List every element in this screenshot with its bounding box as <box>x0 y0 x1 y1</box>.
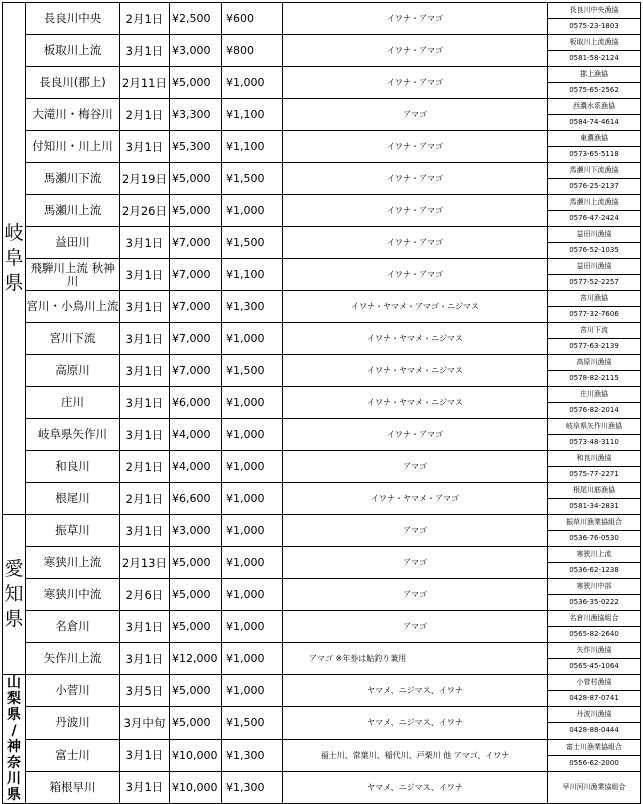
contact-cell <box>548 643 641 675</box>
river-name: 馬瀬川下流 <box>26 163 120 195</box>
association-name: 丹波川漁協 <box>548 707 640 723</box>
opening-date: 2月1日 <box>120 451 170 483</box>
table-row <box>3 35 641 67</box>
daily-fee: ¥1,500 <box>222 227 283 259</box>
prefecture-char: 県 <box>7 787 21 803</box>
table-row <box>3 739 641 771</box>
association-name: 馬瀬川上流漁協 <box>548 195 640 211</box>
river-name: 矢作川上流 <box>26 643 120 675</box>
association-name: 根尾川筋漁協 <box>548 483 640 499</box>
river-name: 板取川上流 <box>26 35 120 67</box>
contact-cell <box>548 355 641 387</box>
association-name: 庄川漁協 <box>548 387 640 403</box>
association-name: 矢作川漁協 <box>548 643 640 659</box>
contact-cell <box>548 35 641 67</box>
opening-date: 3月1日 <box>120 291 170 323</box>
table-row <box>3 195 641 227</box>
daily-fee: ¥1,000 <box>222 515 283 547</box>
prefecture-cell <box>3 515 26 675</box>
opening-date: 2月1日 <box>120 483 170 515</box>
opening-date: 3月1日 <box>120 643 170 675</box>
annual-fee: ¥7,000 <box>170 355 222 387</box>
association-name: 高原川漁協 <box>548 355 640 371</box>
daily-fee: ¥1,100 <box>222 99 283 131</box>
contact-cell <box>548 771 641 803</box>
table-row <box>3 355 641 387</box>
annual-fee: ¥5,000 <box>170 579 222 611</box>
river-name: 寒狭川中流 <box>26 579 120 611</box>
association-name: 益田川漁協 <box>548 259 640 275</box>
contact-cell <box>548 99 641 131</box>
contact-cell <box>548 387 641 419</box>
fish-species: イワナ・ヤマメ・ニジマス <box>283 355 548 387</box>
phone-number: 0536-76-0530 <box>569 534 619 542</box>
association-name: 宮川漁協 <box>548 291 640 307</box>
contact-cell <box>548 675 641 707</box>
river-name: 宮川・小鳥川上流 <box>26 291 120 323</box>
opening-date: 2月11日 <box>120 67 170 99</box>
river-name: 庄川 <box>26 387 120 419</box>
daily-fee: ¥1,000 <box>222 195 283 227</box>
contact-cell <box>548 739 641 771</box>
daily-fee: ¥1,300 <box>222 771 283 803</box>
fish-species: イワナ・ヤマメ・アマゴ <box>283 483 548 515</box>
opening-date: 2月19日 <box>120 163 170 195</box>
table-row <box>3 419 641 451</box>
river-name: 箱根早川 <box>26 771 120 803</box>
fish-species: ヤマメ、ニジマス、イワナ <box>283 707 548 739</box>
annual-fee: ¥7,000 <box>170 259 222 291</box>
fish-species: イワナ・アマゴ <box>283 3 548 35</box>
daily-fee: ¥1,500 <box>222 163 283 195</box>
association-name: 寒狭川中部 <box>548 579 640 595</box>
daily-fee: ¥1,300 <box>222 291 283 323</box>
daily-fee: ¥1,000 <box>222 611 283 643</box>
fish-species: アマゴ <box>283 579 548 611</box>
fish-species: アマゴ <box>283 611 548 643</box>
prefecture-char: 県 <box>4 272 24 294</box>
phone-number: 0428-87-0741 <box>569 694 619 703</box>
annual-fee: ¥5,000 <box>170 547 222 579</box>
table-row <box>3 131 641 163</box>
contact-cell <box>548 547 641 579</box>
daily-fee: ¥1,500 <box>222 355 283 387</box>
opening-date: 3月1日 <box>120 35 170 67</box>
opening-date: 2月26日 <box>120 195 170 227</box>
table-row <box>3 291 641 323</box>
fish-species: イワナ・アマゴ <box>283 67 548 99</box>
phone-number: 0577-63-2139 <box>569 342 619 350</box>
association-name: 岐阜県矢作川漁協 <box>548 419 640 435</box>
table-row <box>3 483 641 515</box>
table-row <box>3 611 641 643</box>
opening-date: 2月13日 <box>120 547 170 579</box>
opening-date: 3月1日 <box>120 355 170 387</box>
annual-fee: ¥3,000 <box>170 515 222 547</box>
prefecture-char: 川 <box>7 771 21 787</box>
phone-number: 0428-88-0444 <box>569 726 619 735</box>
association-name: 和良川漁協 <box>548 451 640 467</box>
river-name: 長良川(郡上) <box>26 67 120 99</box>
annual-fee: ¥7,000 <box>170 227 222 259</box>
phone-number: 0565-45-1064 <box>569 662 619 670</box>
river-name: 益田川 <box>26 227 120 259</box>
daily-fee: ¥1,100 <box>222 259 283 291</box>
annual-fee: ¥6,000 <box>170 387 222 419</box>
table-row <box>3 227 641 259</box>
prefecture-char: 知 <box>4 583 24 605</box>
annual-fee: ¥5,000 <box>170 675 222 707</box>
phone-number: 0536-62-1238 <box>569 566 619 574</box>
daily-fee: ¥1,000 <box>222 387 283 419</box>
phone-number: 0576-82-2014 <box>569 406 619 414</box>
opening-date: 3月1日 <box>120 611 170 643</box>
fish-species: アマゴ <box>283 547 548 579</box>
river-name: 長良川中央 <box>26 3 120 35</box>
phone-number: 0584-74-4614 <box>569 118 619 126</box>
river-name: 飛騨川上流 秋神川 <box>26 259 120 291</box>
association-name: 宮川下流 <box>548 323 640 339</box>
annual-fee: ¥3,000 <box>170 35 222 67</box>
daily-fee: ¥1,100 <box>222 131 283 163</box>
opening-date: 2月1日 <box>120 3 170 35</box>
prefecture-char: 県 <box>4 608 24 630</box>
phone-number: 0575-77-2271 <box>569 470 619 478</box>
river-name: 根尾川 <box>26 483 120 515</box>
phone-number: 0581-34-2831 <box>569 502 619 510</box>
opening-date: 3月1日 <box>120 739 170 771</box>
contact-cell <box>548 67 641 99</box>
table-row <box>3 515 641 547</box>
fish-species: イワナ・アマゴ <box>283 163 548 195</box>
association-name: 小菅村漁協 <box>548 675 640 691</box>
table-row <box>3 387 641 419</box>
daily-fee: ¥1,000 <box>222 547 283 579</box>
contact-cell <box>548 259 641 291</box>
prefecture-cell <box>3 3 26 515</box>
prefecture-char: / <box>11 723 17 739</box>
table-row <box>3 547 641 579</box>
fish-species: アマゴ ※年券は鮎釣り兼用 <box>283 643 548 675</box>
opening-date: 3月1日 <box>120 771 170 803</box>
table-row <box>3 771 641 803</box>
annual-fee: ¥5,000 <box>170 163 222 195</box>
opening-date: 3月1日 <box>120 131 170 163</box>
annual-fee: ¥7,000 <box>170 323 222 355</box>
contact-cell <box>548 611 641 643</box>
phone-number: 0573-48-3110 <box>569 438 619 446</box>
contact-cell <box>548 323 641 355</box>
table-row <box>3 99 641 131</box>
annual-fee: ¥3,300 <box>170 99 222 131</box>
phone-number: 0536-35-0222 <box>569 598 619 606</box>
daily-fee: ¥1,000 <box>222 675 283 707</box>
association-name: 早川河川漁業協組合 <box>562 782 626 791</box>
river-name: 大滝川・梅谷川 <box>26 99 120 131</box>
river-name: 宮川下流 <box>26 323 120 355</box>
opening-date: 2月6日 <box>120 579 170 611</box>
association-name: 板取川上流漁協 <box>548 35 640 51</box>
opening-date: 3月1日 <box>120 419 170 451</box>
prefecture-cell <box>3 675 26 804</box>
contact-cell <box>548 451 641 483</box>
contact-cell <box>548 515 641 547</box>
prefecture-char: 神 <box>7 739 21 755</box>
prefecture-char: 愛 <box>4 558 24 580</box>
table-row <box>3 323 641 355</box>
daily-fee: ¥1,300 <box>222 739 283 771</box>
annual-fee: ¥10,000 <box>170 771 222 803</box>
prefecture-char: 県 <box>7 707 21 723</box>
daily-fee: ¥1,000 <box>222 643 283 675</box>
daily-fee: ¥1,000 <box>222 419 283 451</box>
prefecture-char: 阜 <box>4 247 24 269</box>
contact-cell <box>548 3 641 35</box>
daily-fee: ¥800 <box>222 35 283 67</box>
river-name: 馬瀬川上流 <box>26 195 120 227</box>
opening-date: 3月1日 <box>120 323 170 355</box>
phone-number: 0578-82-2115 <box>569 374 619 382</box>
table-row <box>3 3 641 35</box>
annual-fee: ¥6,600 <box>170 483 222 515</box>
prefecture-char: 奈 <box>7 755 21 771</box>
fish-species: アマゴ <box>283 99 548 131</box>
annual-fee: ¥4,000 <box>170 419 222 451</box>
fish-species: アマゴ <box>283 451 548 483</box>
phone-number: 0577-32-7606 <box>569 310 619 318</box>
contact-cell <box>548 707 641 739</box>
fish-species: イワナ・アマゴ <box>283 195 548 227</box>
annual-fee: ¥7,000 <box>170 291 222 323</box>
contact-cell <box>548 195 641 227</box>
river-name: 岐阜県矢作川 <box>26 419 120 451</box>
annual-fee: ¥2,500 <box>170 3 222 35</box>
fish-species: イワナ・アマゴ <box>283 131 548 163</box>
table-row <box>3 163 641 195</box>
association-name: 東濃漁協 <box>548 131 640 147</box>
phone-number: 0577-52-2257 <box>569 278 619 286</box>
association-name: 益田川漁協 <box>548 227 640 243</box>
daily-fee: ¥1,000 <box>222 323 283 355</box>
prefecture-char: 梨 <box>7 691 21 707</box>
annual-fee: ¥5,000 <box>170 195 222 227</box>
phone-number: 0573-65-5118 <box>569 150 619 158</box>
fish-species: 福士川、常葉川、稲代川、戸栗川 他 アマゴ、イワナ <box>283 739 548 771</box>
fish-species: イワナ・アマゴ <box>283 227 548 259</box>
river-name: 名倉川 <box>26 611 120 643</box>
fish-species: イワナ・アマゴ <box>283 35 548 67</box>
annual-fee: ¥4,000 <box>170 451 222 483</box>
river-name: 小菅川 <box>26 675 120 707</box>
daily-fee: ¥1,000 <box>222 579 283 611</box>
phone-number: 0575-65-2562 <box>569 86 619 94</box>
association-name: 馬瀬川下流漁協 <box>548 163 640 179</box>
contact-cell <box>548 579 641 611</box>
table-row <box>3 259 641 291</box>
daily-fee: ¥1,000 <box>222 451 283 483</box>
association-name: 西濃水系漁協 <box>548 99 640 115</box>
daily-fee: ¥600 <box>222 3 283 35</box>
opening-date: 3月1日 <box>120 515 170 547</box>
opening-date: 3月1日 <box>120 259 170 291</box>
annual-fee: ¥10,000 <box>170 739 222 771</box>
table-row <box>3 67 641 99</box>
annual-fee: ¥5,300 <box>170 131 222 163</box>
phone-number: 0576-52-1035 <box>569 246 619 254</box>
phone-number: 0565-82-2640 <box>569 630 619 638</box>
contact-cell <box>548 227 641 259</box>
prefecture-char: 山 <box>7 675 21 691</box>
table-row <box>3 643 641 675</box>
phone-number: 0575-23-1803 <box>569 22 619 30</box>
river-name: 富士川 <box>26 739 120 771</box>
table-row <box>3 707 641 739</box>
association-name: 郡上漁協 <box>548 67 640 83</box>
river-name: 付知川・川上川 <box>26 131 120 163</box>
table-row <box>3 579 641 611</box>
fish-species: イワナ・ヤマメ・ニジマス <box>283 323 548 355</box>
table-row <box>3 675 641 707</box>
association-name: 富士川漁業協組合 <box>548 740 640 756</box>
phone-number: 0581-58-2124 <box>569 54 619 62</box>
opening-date: 3月1日 <box>120 387 170 419</box>
contact-cell <box>548 419 641 451</box>
fish-species: ヤマメ、ニジマス、イワナ <box>283 771 548 803</box>
fish-species: アマゴ <box>283 515 548 547</box>
fish-species: イワナ・ヤマメ・ニジマス <box>283 387 548 419</box>
fish-species: ヤマメ、ニジマス、イワナ <box>283 675 548 707</box>
opening-date: 2月1日 <box>120 99 170 131</box>
table-body <box>3 3 641 804</box>
river-name: 振草川 <box>26 515 120 547</box>
contact-cell <box>548 483 641 515</box>
annual-fee: ¥5,000 <box>170 707 222 739</box>
daily-fee: ¥1,500 <box>222 707 283 739</box>
fish-species: イワナ・アマゴ <box>283 259 548 291</box>
contact-cell <box>548 131 641 163</box>
annual-fee: ¥12,000 <box>170 643 222 675</box>
fishing-season-table <box>2 2 641 804</box>
association-name: 振草川漁業協組合 <box>548 515 640 531</box>
association-name: 寒狭川上流 <box>548 547 640 563</box>
phone-number: 0576-25-2137 <box>569 182 619 190</box>
phone-number: 0556-62-2000 <box>569 758 619 767</box>
opening-date: 3月1日 <box>120 227 170 259</box>
table-row <box>3 451 641 483</box>
daily-fee: ¥1,000 <box>222 483 283 515</box>
river-name: 高原川 <box>26 355 120 387</box>
association-name: 長良川中央漁協 <box>548 3 640 19</box>
phone-number: 0576-47-2424 <box>569 214 619 222</box>
contact-cell <box>548 163 641 195</box>
river-name: 寒狭川上流 <box>26 547 120 579</box>
opening-date: 3月中旬 <box>120 707 170 739</box>
river-name: 和良川 <box>26 451 120 483</box>
opening-date: 3月5日 <box>120 675 170 707</box>
fish-species: イワナ・ヤマメ・アマゴ・ニジマス <box>283 291 548 323</box>
fish-species: イワナ・アマゴ <box>283 419 548 451</box>
annual-fee: ¥5,000 <box>170 611 222 643</box>
daily-fee: ¥1,000 <box>222 67 283 99</box>
annual-fee: ¥5,000 <box>170 67 222 99</box>
contact-cell <box>548 291 641 323</box>
association-name: 名倉川漁協組合 <box>548 611 640 627</box>
prefecture-char: 岐 <box>4 222 24 244</box>
river-name: 丹波川 <box>26 707 120 739</box>
